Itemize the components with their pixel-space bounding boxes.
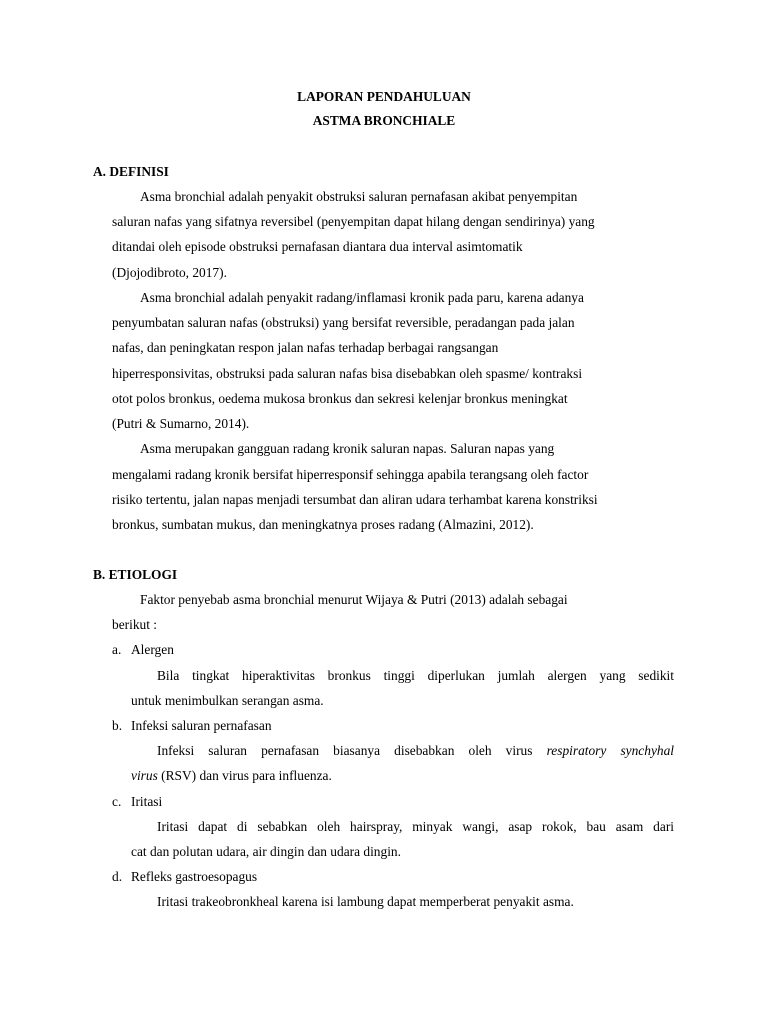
section-heading-definisi: A. DEFINISI	[93, 164, 169, 179]
paragraph-line: saluran nafas yang sifatnya reversibel (penyempitan dapat hilang dengan sendirinya) yang	[112, 214, 595, 229]
paragraph-line: ditandai oleh episode obstruksi pernafasan diantara dua interval asimtomatik	[112, 239, 523, 254]
list-item-desc-line: Bila tingkat hiperaktivitas bronkus tinggi diperlukan jumlah alergen yang sedikit	[157, 668, 674, 683]
paragraph-line: penyumbatan saluran nafas (obstruksi) yang bersifat reversible, peradangan pada jalan	[112, 315, 575, 330]
paragraph-line: hiperresponsivitas, obstruksi pada saluran nafas bisa disebabkan oleh spasme/ kontraksi	[112, 366, 583, 381]
list-item-title: Infeksi saluran pernafasan	[131, 718, 272, 733]
paragraph-line: risiko tertentu, jalan napas menjadi tersumbat dan aliran udara terhambat karena konstriksi	[112, 492, 598, 507]
list-item-title: Iritasi	[131, 794, 163, 809]
list-item-desc-line: Iritasi trakeobronkheal karena isi lambung dapat memperberat penyakit asma.	[157, 894, 574, 909]
etiologi-intro-line: Faktor penyebab asma bronchial menurut Wijaya & Putri (2013) adalah sebagai	[140, 592, 568, 607]
paragraph-line: Asma merupakan gangguan radang kronik saluran napas. Saluran napas yang	[140, 441, 555, 456]
paragraph-line: nafas, dan peningkatan respon jalan nafas terhadap berbagai rangsangan	[112, 340, 499, 355]
list-marker: d.	[112, 869, 123, 884]
paragraph-line: otot polos bronkus, oedema mukosa bronkus dan sekresi kelenjar bronkus meningkat	[112, 391, 568, 406]
list-item-desc-line: Iritasi dapat di sebabkan oleh hairspray, minyak wangi, asap rokok, bau asam dari	[157, 819, 674, 834]
list-item-title: Alergen	[131, 642, 174, 657]
paragraph-line: Asma bronchial adalah penyakit obstruksi saluran pernafasan akibat penyempitan	[140, 189, 578, 204]
title-line-2: ASTMA BRONCHIALE	[312, 113, 456, 128]
list-marker: c.	[112, 794, 122, 809]
list-item-desc-line	[157, 743, 674, 759]
list-marker: a.	[112, 642, 122, 657]
list-item-desc-line: cat dan polutan udara, air dingin dan udara dingin.	[131, 844, 401, 859]
list-item-desc-line: untuk menimbulkan serangan asma.	[131, 693, 324, 708]
paragraph-line: bronkus, sumbatan mukus, dan meningkatnya proses radang (Almazini, 2012).	[112, 517, 534, 532]
title-line-1: LAPORAN PENDAHULUAN	[297, 89, 471, 104]
desc-italic-text: respiratory synchyhal	[546, 743, 674, 758]
etiologi-intro-line: berikut :	[112, 617, 157, 632]
desc-text: (RSV) dan virus para influenza.	[157, 768, 332, 783]
paragraph-line: (Putri & Sumarno, 2014).	[112, 416, 250, 431]
list-marker: b.	[112, 718, 123, 733]
paragraph-line: Asma bronchial adalah penyakit radang/inflamasi kronik pada paru, karena adanya	[140, 290, 584, 305]
paragraph-line: mengalami radang kronik bersifat hiperresponsif sehingga apabila terangsang oleh factor	[112, 467, 589, 482]
list-item-title: Refleks gastroesopagus	[131, 869, 258, 884]
desc-text: Infeksi saluran pernafasan biasanya disebabkan oleh virus	[157, 743, 547, 758]
list-item-desc-line	[131, 768, 332, 784]
section-heading-etiologi: B. ETIOLOGI	[93, 567, 178, 582]
desc-italic-text: virus	[131, 768, 158, 783]
paragraph-line: (Djojodibroto, 2017).	[112, 265, 227, 280]
